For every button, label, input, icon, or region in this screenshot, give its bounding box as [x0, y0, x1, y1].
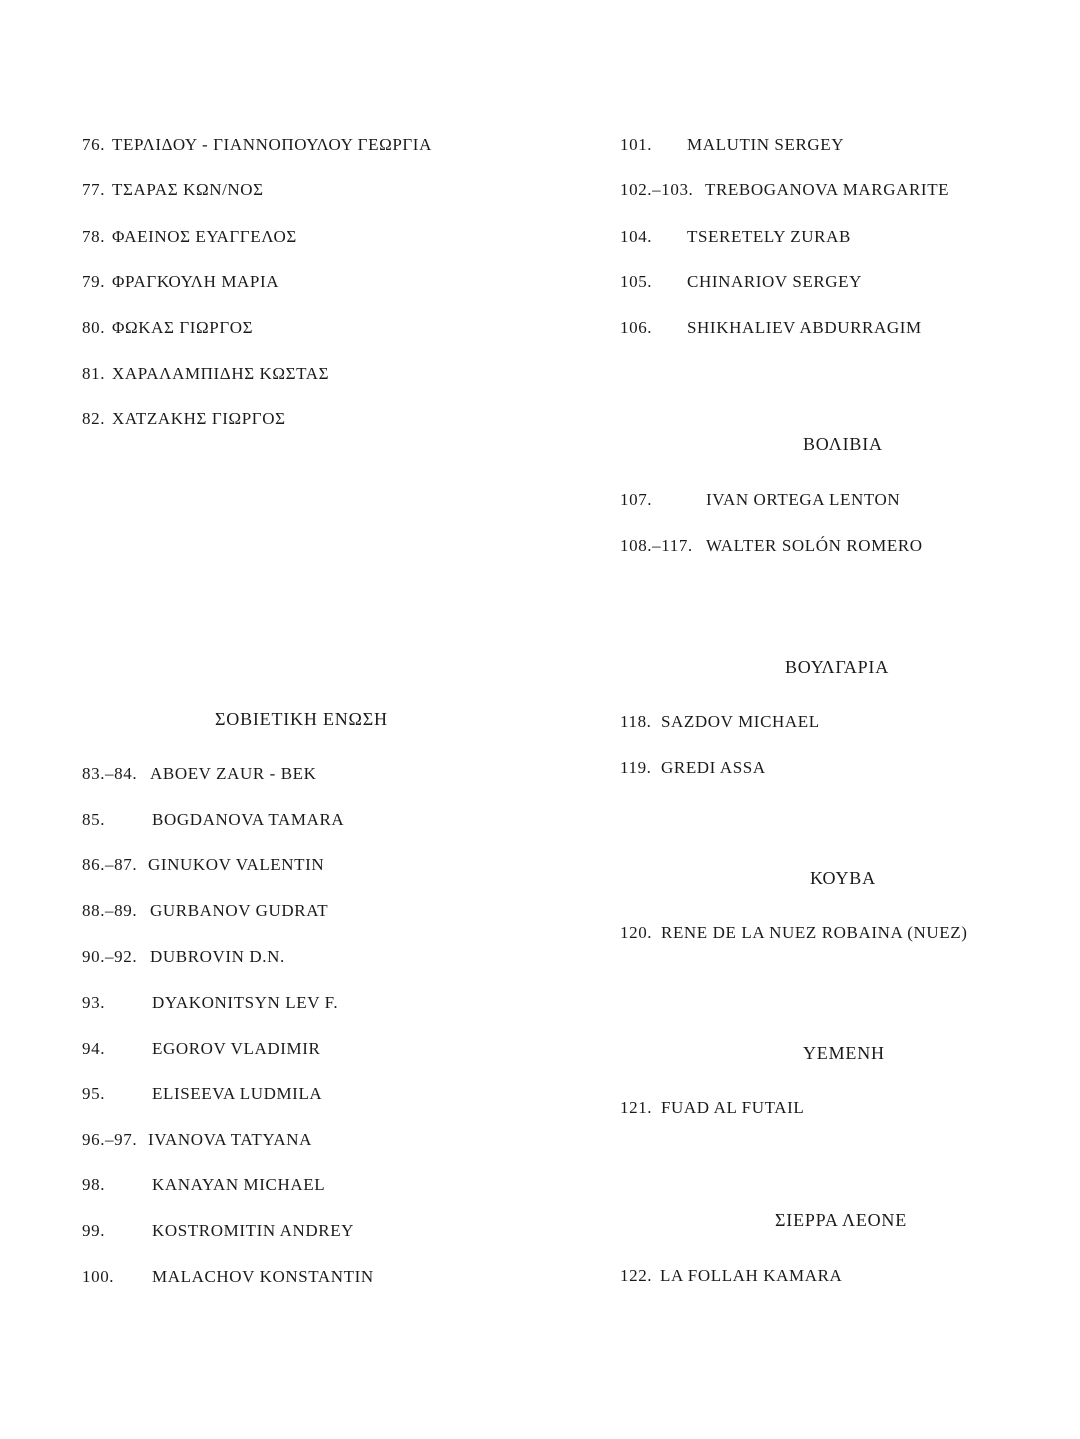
- entry-number: 107.: [620, 490, 653, 509]
- section-heading-yemen: ΥΕΜΕΝΗ: [803, 1043, 885, 1063]
- entry-number: 90.–92.: [82, 947, 138, 966]
- entry-name: SAZDOV MICHAEL: [661, 712, 820, 731]
- entry-name: FUAD AL FUTAIL: [661, 1098, 805, 1117]
- entry-number: 94.: [82, 1039, 106, 1058]
- entry-name: ΤΣΑΡΑΣ ΚΩΝ/ΝΟΣ: [112, 180, 264, 199]
- entry-name: DYAKONITSYN LEV F.: [152, 993, 339, 1012]
- entry-name: ABOEV ZAUR - BEK: [150, 764, 317, 783]
- entry-name: LA FOLLAH KAMARA: [660, 1266, 843, 1285]
- entry-number: 122.: [620, 1266, 653, 1285]
- entry-number: 85.: [82, 810, 106, 829]
- entry-name: CHINARIOV SERGEY: [687, 272, 863, 291]
- entry-number: 82.: [82, 409, 106, 428]
- entry-number: 80.: [82, 318, 106, 337]
- entry-name: MALACHOV KONSTANTIN: [152, 1267, 374, 1286]
- entry-number: 118.: [620, 712, 652, 731]
- entry-name: IVANOVA TATYANA: [148, 1130, 312, 1149]
- entry-name: ΧΑΡΑΛΑΜΠΙΔΗΣ ΚΩΣΤΑΣ: [112, 364, 330, 383]
- entry-number: 106.: [620, 318, 653, 337]
- entry-number: 100.: [82, 1267, 115, 1286]
- entry-number: 99.: [82, 1221, 106, 1240]
- entry-number: 88.–89.: [82, 901, 138, 920]
- entry-number: 93.: [82, 993, 106, 1012]
- entry-number: 76.: [82, 135, 106, 154]
- entry-name: IVAN ORTEGA LENTON: [706, 490, 901, 509]
- entry-number: 86.–87.: [82, 855, 138, 874]
- entry-number: 83.–84.: [82, 764, 138, 783]
- entry-name: GREDI ASSA: [661, 758, 766, 777]
- entry-name: ΦΡΑΓΚΟΥΛΗ ΜΑΡΙΑ: [112, 272, 280, 291]
- section-heading-bulgaria: ΒΟΥΛΓΑΡΙΑ: [785, 657, 890, 677]
- entry-name: ΧΑΤΖΑΚΗΣ ΓΙΩΡΓΟΣ: [112, 409, 286, 428]
- entry-name: ΤΕΡΛΙΔΟΥ - ΓΙΑΝΝΟΠΟΥΛΟΥ ΓΕΩΡΓΙΑ: [112, 135, 432, 154]
- entry-number: 101.: [620, 135, 653, 154]
- section-heading-cuba: ΚΟΥΒΑ: [810, 868, 876, 888]
- entry-name: TREBOGANOVA MARGARITE: [705, 180, 950, 199]
- entry-number: 95.: [82, 1084, 106, 1103]
- entry-number: 105.: [620, 272, 653, 291]
- entry-name: BOGDANOVA TAMARA: [152, 810, 345, 829]
- entry-number: 79.: [82, 272, 106, 291]
- entry-name: GURBANOV GUDRAT: [150, 901, 329, 920]
- section-heading-sierra-leone: ΣΙΕΡΡΑ ΛΕΟΝΕ: [775, 1210, 908, 1230]
- entry-number: 77.: [82, 180, 106, 199]
- entry-name: WALTER SOLÓN ROMERO: [706, 536, 923, 555]
- entry-name: DUBROVIN D.N.: [150, 947, 285, 966]
- entry-number: 98.: [82, 1175, 106, 1194]
- entry-name: ΦΩΚΑΣ ΓΙΩΡΓΟΣ: [112, 318, 254, 337]
- entry-name: KANAYAN MICHAEL: [152, 1175, 326, 1194]
- entry-number: 96.–97.: [82, 1130, 138, 1149]
- entry-name: ELISEEVA LUDMILA: [152, 1084, 323, 1103]
- entry-number: 120.: [620, 923, 653, 942]
- entry-number: 78.: [82, 227, 106, 246]
- entry-name: KOSTROMITIN ANDREY: [152, 1221, 355, 1240]
- entry-number: 81.: [82, 364, 106, 383]
- entry-number: 102.–103.: [620, 180, 694, 199]
- section-heading-soviet-union: ΣΟΒΙΕΤΙΚΗ ΕΝΩΣΗ: [215, 709, 388, 729]
- entry-name: GINUKOV VALENTIN: [148, 855, 325, 874]
- entry-number: 108.–117.: [620, 536, 693, 555]
- entry-number: 104.: [620, 227, 653, 246]
- section-heading-bolivia: ΒΟΛΙΒΙΑ: [803, 434, 883, 454]
- entry-number: 121.: [620, 1098, 653, 1117]
- entry-name: ΦΑΕΙΝΟΣ ΕΥΑΓΓΕΛΟΣ: [112, 227, 297, 246]
- entry-name: RENE DE LA NUEZ ROBAINA (NUEZ): [661, 923, 968, 942]
- entry-name: MALUTIN SERGEY: [687, 135, 845, 154]
- entry-name: SHIKHALIEV ABDURRAGIM: [687, 318, 922, 337]
- entry-number: 119.: [620, 758, 652, 777]
- entry-name: TSERETELY ZURAB: [687, 227, 851, 246]
- entry-name: EGOROV VLADIMIR: [152, 1039, 321, 1058]
